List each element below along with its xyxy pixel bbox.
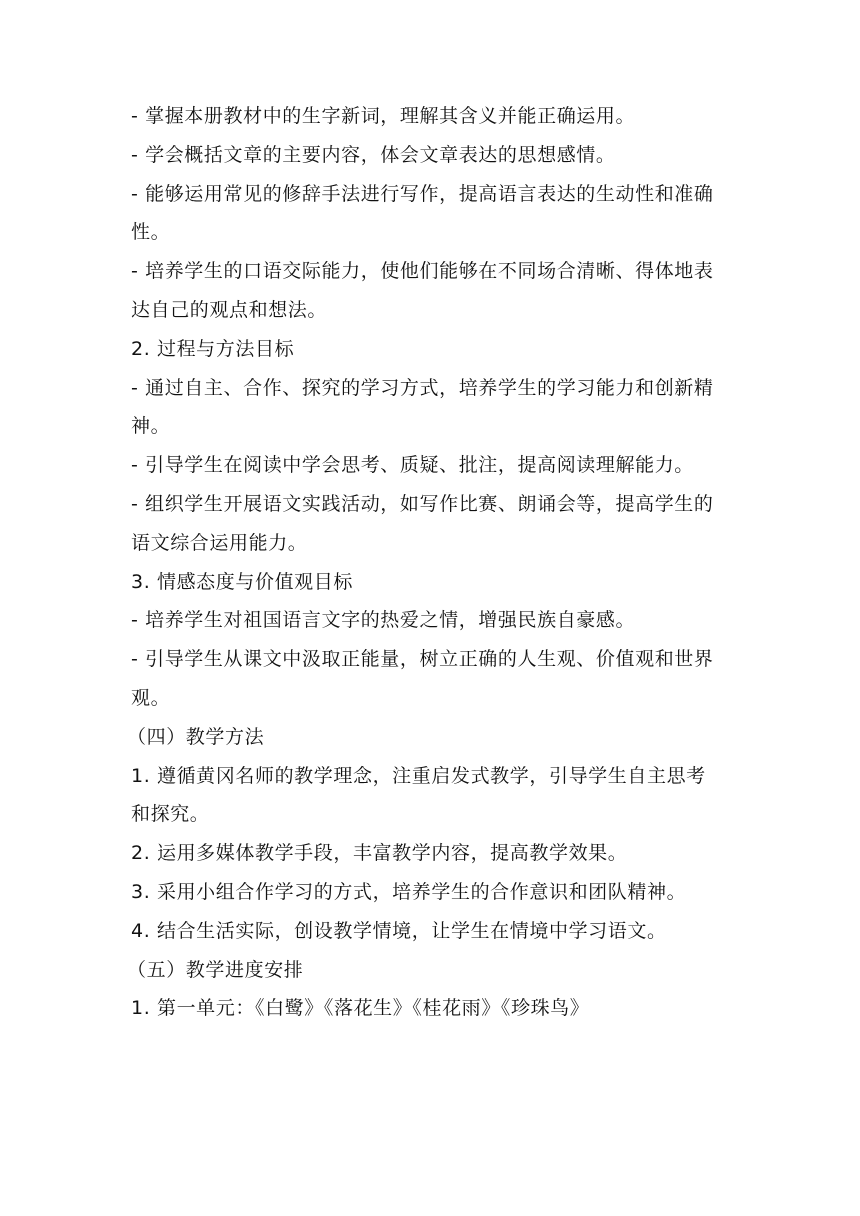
objective-line: - 通过自主、合作、探究的学习方式，培养学生的学习能力和创新精 bbox=[131, 376, 714, 399]
objective-line-continued: 观。 bbox=[131, 686, 171, 709]
method-item: 3. 采用小组合作学习的方式，培养学生的合作意识和团队精神。 bbox=[131, 880, 687, 903]
section-heading-methods: （四）教学方法 bbox=[127, 725, 265, 748]
objective-line-continued: 达自己的观点和想法。 bbox=[131, 298, 328, 321]
document-page bbox=[127, 97, 736, 1028]
objective-line: - 组织学生开展语文实践活动，如写作比赛、朗诵会等，提高学生的 bbox=[131, 492, 714, 515]
subsection-heading: 2. 过程与方法目标 bbox=[131, 337, 295, 360]
objective-line: - 培养学生的口语交际能力，使他们能够在不同场合清晰、得体地表 bbox=[131, 260, 714, 283]
objective-line-continued: 性。 bbox=[131, 221, 171, 244]
schedule-item: 1. 第一单元：《白鹭》《落花生》《桂花雨》《珍珠鸟》 bbox=[131, 997, 590, 1020]
method-item: 4. 结合生活实际，创设教学情境，让学生在情境中学习语文。 bbox=[131, 919, 667, 942]
section-heading-schedule: （五）教学进度安排 bbox=[127, 958, 304, 981]
objective-line: - 学会概括文章的主要内容，体会文章表达的思想感情。 bbox=[131, 143, 616, 166]
objective-line: - 引导学生从课文中汲取正能量，树立正确的人生观、价值观和世界 bbox=[131, 648, 714, 671]
method-item-continued: 和探究。 bbox=[131, 803, 210, 826]
objective-line: - 掌握本册教材中的生字新词，理解其含义并能正确运用。 bbox=[131, 105, 636, 127]
subsection-heading: 3. 情感态度与价值观目标 bbox=[131, 570, 353, 593]
objective-line: - 引导学生在阅读中学会思考、质疑、批注，提高阅读理解能力。 bbox=[131, 454, 694, 477]
objective-line: - 培养学生对祖国语言文字的热爱之情，增强民族自豪感。 bbox=[131, 609, 636, 632]
objective-line-continued: 神。 bbox=[131, 415, 171, 438]
method-item: 1. 遵循黄冈名师的教学理念，注重启发式教学，引导学生自主思考 bbox=[131, 764, 706, 787]
objective-line: - 能够运用常见的修辞手法进行写作，提高语言表达的生动性和准确 bbox=[131, 182, 714, 205]
method-item: 2. 运用多媒体教学手段，丰富教学内容，提高教学效果。 bbox=[131, 842, 628, 865]
objective-line-continued: 语文综合运用能力。 bbox=[131, 531, 308, 554]
